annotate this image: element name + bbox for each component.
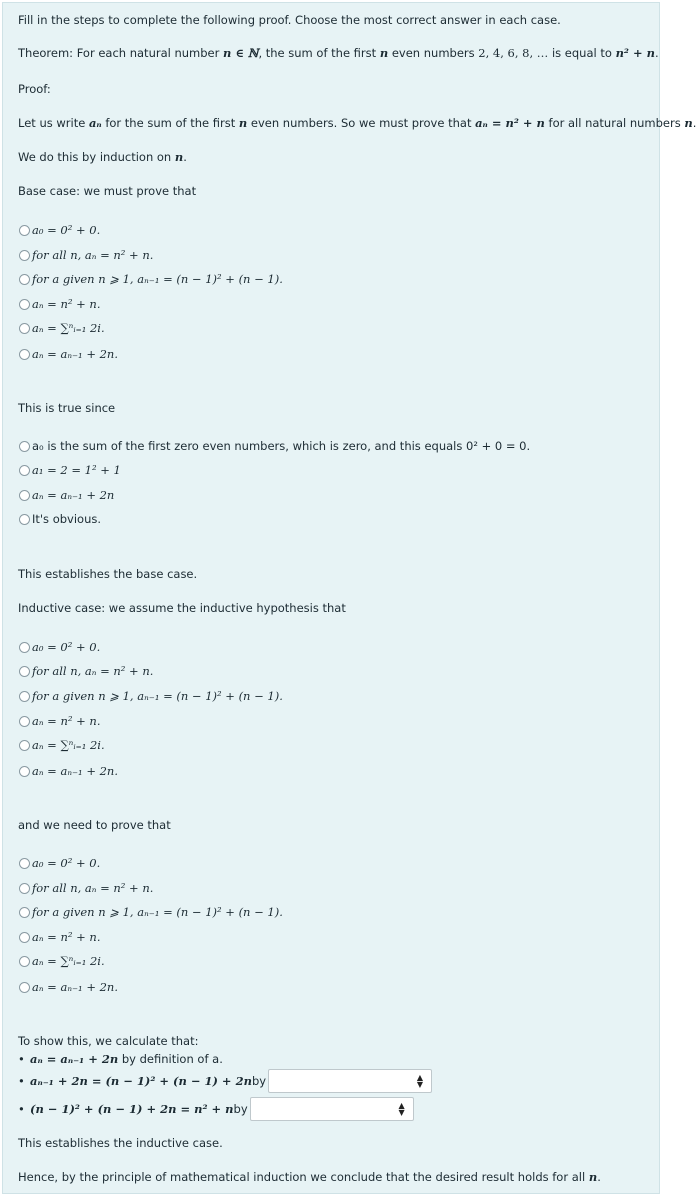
theorem-text: even numbers	[388, 46, 479, 60]
calc-line-2	[18, 1069, 432, 1093]
text: Let us write	[18, 116, 89, 130]
radio-button[interactable]	[19, 716, 30, 727]
base-option-1[interactable]	[19, 222, 100, 238]
option-label: for all n, aₙ = n² + n.	[32, 881, 154, 895]
base-case-prompt: Base case: we must prove that	[18, 184, 197, 198]
select-arrows-icon: ▲ ▼	[398, 1101, 405, 1117]
math-n-in-N: n ∈ ℕ	[223, 46, 259, 60]
radio-button[interactable]	[19, 465, 30, 476]
calc-justification: by	[251, 1074, 267, 1088]
radio-button[interactable]	[19, 766, 30, 777]
reason-option-2[interactable]	[19, 462, 121, 478]
justification-select-2[interactable]	[250, 1097, 414, 1121]
calc-expression: (n − 1)² + (n − 1) + 2n = n² + n	[30, 1102, 234, 1116]
text: for the sum of the first	[101, 116, 239, 130]
base-established: This establishes the base case.	[18, 567, 198, 581]
math-equation: aₙ = n² + n	[475, 116, 545, 130]
let-us-line	[18, 116, 696, 130]
math-expression: n² + n	[615, 46, 655, 60]
true-since-prompt: This is true since	[18, 401, 116, 415]
radio-button[interactable]	[19, 691, 30, 702]
theorem-text: , the sum of the first	[258, 46, 380, 60]
radio-button[interactable]	[19, 642, 30, 653]
goal-option-3[interactable]	[19, 904, 283, 920]
radio-button[interactable]	[19, 225, 30, 236]
inductive-prompt: Inductive case: we assume the inductive hypothesis that	[18, 601, 346, 615]
proof-label: Proof:	[18, 82, 51, 96]
hyp-option-4[interactable]	[19, 713, 101, 729]
theorem	[18, 46, 659, 60]
option-label: aₙ = n² + n.	[32, 297, 101, 311]
math-an: aₙ	[88, 116, 102, 130]
theorem-text: Theorem: For each natural number	[18, 46, 224, 60]
reason-option-1[interactable]	[19, 438, 530, 454]
option-label: aₙ = ∑ⁿᵢ₌₁ 2i.	[32, 321, 105, 335]
option-label: aₙ = aₙ₋₁ + 2n	[32, 488, 115, 502]
radio-button[interactable]	[19, 490, 30, 501]
inductive-established: This establishes the inductive case.	[18, 1136, 223, 1150]
theorem-text: .	[654, 46, 659, 60]
intro-text: Fill in the steps to complete the following proof. Choose the most correct answer in each case.	[18, 13, 561, 27]
calc-prompt: To show this, we calculate that:	[18, 1034, 199, 1048]
radio-button[interactable]	[19, 514, 30, 525]
radio-button[interactable]	[19, 349, 30, 360]
option-label: aₙ = n² + n.	[32, 930, 101, 944]
base-option-6[interactable]	[19, 346, 118, 362]
calc-line-1	[18, 1052, 223, 1066]
radio-button[interactable]	[19, 441, 30, 452]
question-panel	[2, 2, 660, 1194]
hyp-option-3[interactable]	[19, 688, 283, 704]
option-label: a₀ is the sum of the first zero even numbers, which is zero, and this equals 0² + 0 = 0.	[32, 439, 531, 453]
option-label: for all n, aₙ = n² + n.	[32, 664, 154, 678]
option-label: for a given n ⩾ 1, aₙ₋₁ = (n − 1)² + (n − 1).	[32, 905, 283, 919]
math-n: n	[174, 150, 184, 164]
radio-button[interactable]	[19, 274, 30, 285]
option-label: for a given n ⩾ 1, aₙ₋₁ = (n − 1)² + (n − 1).	[32, 272, 283, 286]
text: We do this by induction on	[18, 150, 175, 164]
base-option-2[interactable]	[19, 247, 153, 263]
text: .	[597, 1170, 601, 1184]
goal-option-1[interactable]	[19, 855, 100, 871]
option-label: It's obvious.	[32, 512, 102, 526]
reason-option-4[interactable]	[19, 511, 101, 527]
bullet-icon: •	[18, 1102, 25, 1116]
radio-button[interactable]	[19, 932, 30, 943]
bullet-icon: •	[18, 1074, 25, 1088]
goal-option-4[interactable]	[19, 929, 101, 945]
hyp-option-2[interactable]	[19, 663, 153, 679]
text: Hence, by the principle of mathematical induction we conclude that the desired result holds for all	[18, 1170, 589, 1184]
radio-button[interactable]	[19, 323, 30, 334]
math-n: n	[684, 116, 693, 130]
text: even numbers. So we must prove that	[247, 116, 476, 130]
radio-button[interactable]	[19, 250, 30, 261]
reason-option-3[interactable]	[19, 487, 114, 503]
option-label: for a given n ⩾ 1, aₙ₋₁ = (n − 1)² + (n − 1).	[32, 689, 283, 703]
conclusion	[18, 1170, 601, 1184]
radio-button[interactable]	[19, 907, 30, 918]
math-sequence: 2, 4, 6, 8, …	[478, 46, 549, 60]
option-label: aₙ = ∑ⁿᵢ₌₁ 2i.	[32, 738, 105, 752]
option-label: a₀ = 0² + 0.	[32, 856, 101, 870]
radio-button[interactable]	[19, 956, 30, 967]
calc-expression: aₙ₋₁ + 2n = (n − 1)² + (n − 1) + 2n	[30, 1074, 252, 1088]
goal-option-6[interactable]	[19, 979, 118, 995]
math-n: n	[379, 46, 389, 60]
option-label: a₀ = 0² + 0.	[32, 640, 101, 654]
option-label: aₙ = n² + n.	[32, 714, 101, 728]
goal-option-2[interactable]	[19, 880, 153, 896]
hyp-option-5[interactable]	[19, 737, 105, 753]
text: .	[183, 150, 187, 164]
goal-option-5[interactable]	[19, 953, 105, 969]
need-prove-prompt: and we need to prove that	[18, 818, 171, 832]
hyp-option-1[interactable]	[19, 639, 100, 655]
option-label: aₙ = aₙ₋₁ + 2n.	[32, 764, 118, 778]
option-label: aₙ = aₙ₋₁ + 2n.	[32, 980, 118, 994]
radio-button[interactable]	[19, 666, 30, 677]
option-label: a₁ = 2 = 1² + 1	[32, 463, 121, 477]
option-label: aₙ = aₙ₋₁ + 2n.	[32, 347, 118, 361]
option-label: a₀ = 0² + 0.	[32, 223, 101, 237]
radio-button[interactable]	[19, 883, 30, 894]
induction-line	[18, 150, 187, 164]
hyp-option-6[interactable]	[19, 763, 118, 779]
justification-select-1[interactable]	[268, 1069, 432, 1093]
option-label: for all n, aₙ = n² + n.	[32, 248, 154, 262]
radio-button[interactable]	[19, 858, 30, 869]
radio-button[interactable]	[19, 982, 30, 993]
text: for all natural numbers	[544, 116, 685, 130]
math-n: n	[588, 1170, 598, 1184]
select-arrows-icon: ▲ ▼	[416, 1073, 424, 1089]
theorem-text: is equal to	[548, 46, 616, 60]
calc-justification: by	[233, 1102, 248, 1116]
base-option-4[interactable]	[19, 296, 101, 312]
bullet-icon: •	[18, 1052, 25, 1066]
option-label: aₙ = ∑ⁿᵢ₌₁ 2i.	[32, 954, 105, 968]
base-option-5[interactable]	[19, 320, 105, 336]
base-option-3[interactable]	[19, 271, 283, 287]
radio-button[interactable]	[19, 740, 30, 751]
calc-line-3	[18, 1097, 414, 1121]
calc-expression: aₙ = aₙ₋₁ + 2n	[30, 1052, 119, 1066]
math-n: n	[238, 116, 248, 130]
calc-justification: by definition of a.	[118, 1052, 223, 1066]
radio-button[interactable]	[19, 299, 30, 310]
